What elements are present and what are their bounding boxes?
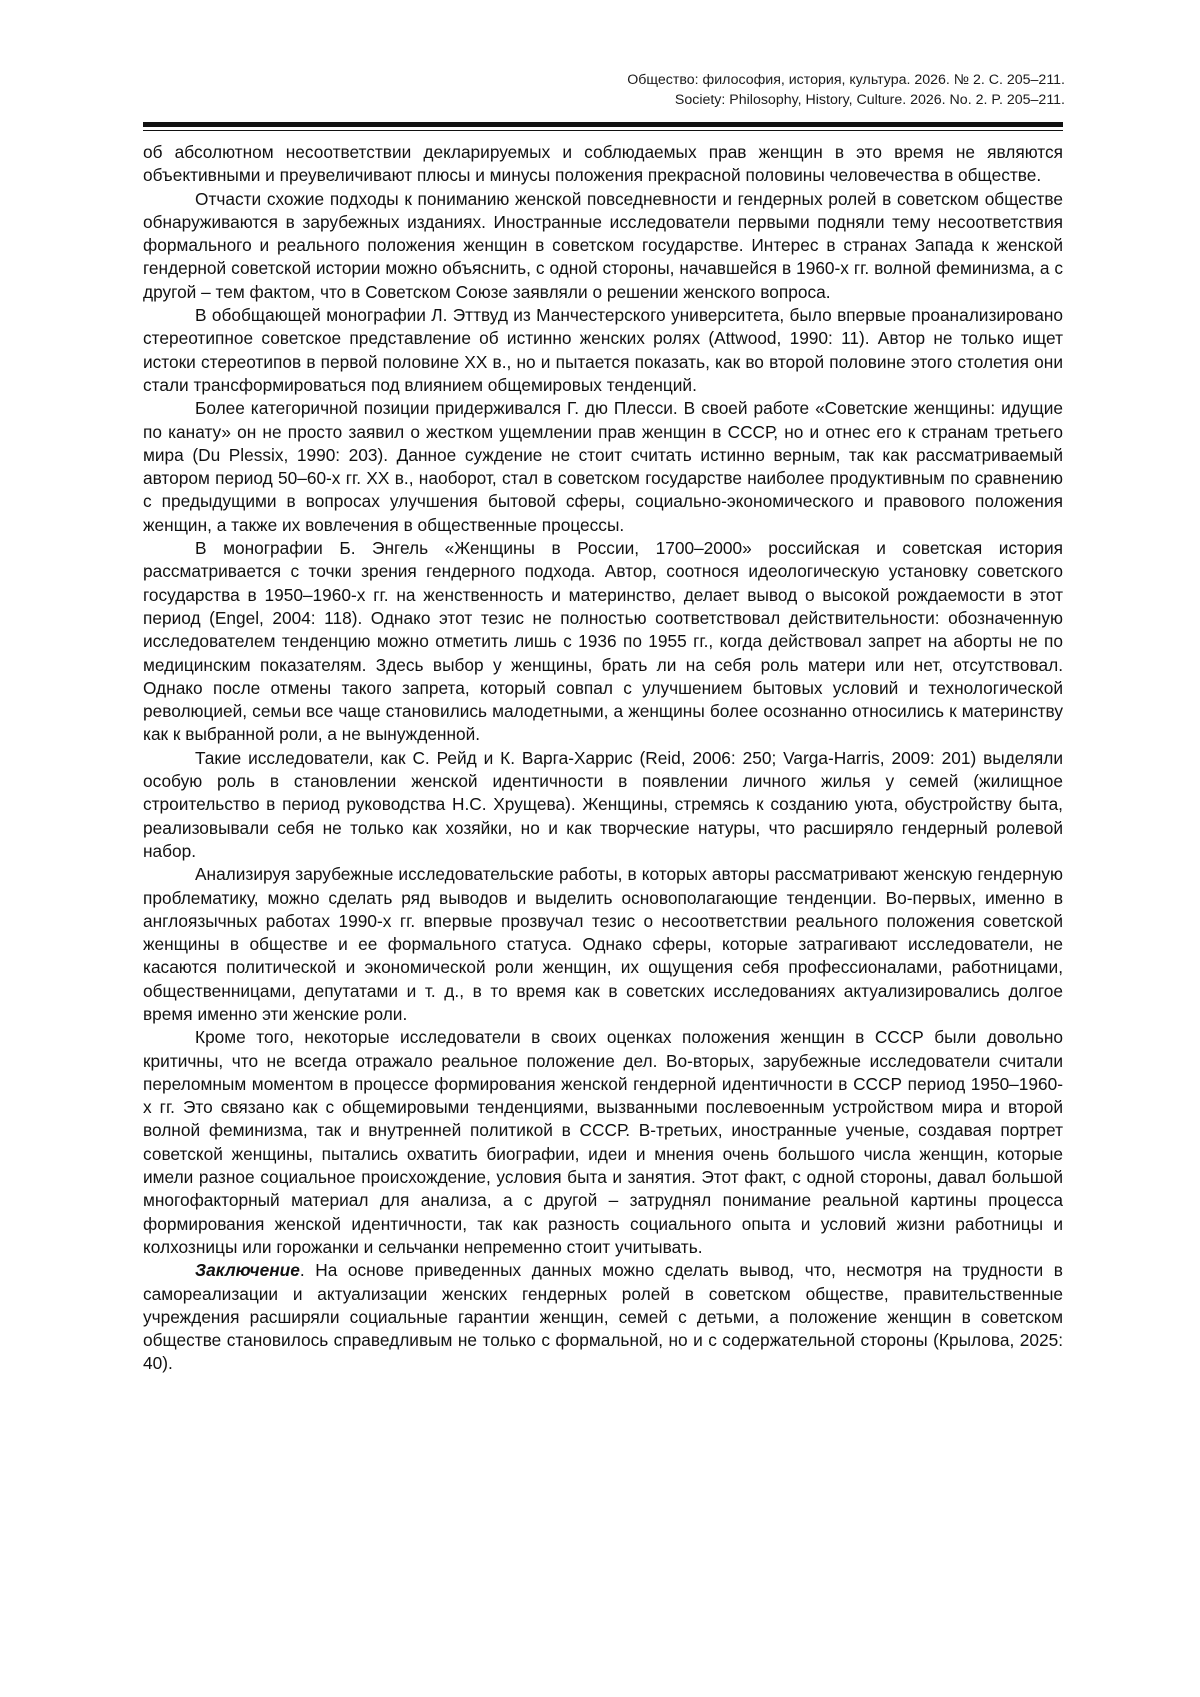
paragraph: Кроме того, некоторые исследователи в своих оценках положения женщин в СССР были довольно критичны, что не всегда отражало реальное положение дел. Во-вторых, зарубежные исследователи считали переломным моментом в процессе формирования женской гендерной идентичности в СССР период 1950–1960-х гг. Это связано как с общемировыми тенденциями, вызванными послевоенным устройством мира и второй волной феминизма, так и внутренней политикой в СССР. В-третьих, иностранные ученые, создавая портрет советской женщины, пытались охватить биографии, идеи и мнения очень большого числа женщин, которые имели разное социальное происхождение, условия быта и занятия. Этот факт, с одной стороны, давал большой многофакторный материал для анализа, а с другой – затруднял понимание реальной картины процесса формирования женской идентичности, так как разность социального опыта и условий жизни работницы и колхозницы или горожанки и сельчанки непременно стоит учитывать.	[143, 1027, 1063, 1257]
paragraph: Анализируя зарубежные исследовательские работы, в которых авторы рассматривают женскую гендерную проблематику, можно сделать ряд выводов и выделить основополагающие тенденции. Во-первых, именно в англоязычных работах 1990-х гг. впервые прозвучал тезис о несоответствии реального положения советской женщины в обществе и ее формального статуса. Однако сферы, которые затрагивают исследователи, не касаются политической и экономической роли женщин, их ощущения себя профессионалами, работницами, общественницами, депутатами и т. д., в то время как в советских исследованиях актуализировались долгое время именно эти женские роли.	[143, 864, 1063, 1024]
paragraph: Отчасти схожие подходы к пониманию женской повседневности и гендерных ролей в советском обществе обнаруживаются в зарубежных изданиях. Иностранные исследователи первыми подняли тему несоответствия формального и реального положения женщин в советском государстве. Интерес в странах Запада к женской гендерной советской истории можно объяснить, с одной стороны, начавшейся в 1960-х гг. волной феминизма, а с другой – тем фактом, что в Советском Союзе заявляли о решении женского вопроса.	[143, 188, 1063, 302]
paragraph: В обобщающей монографии Л. Эттвуд из Манчестерского университета, было впервые проанализировано стереотипное советское представление об истинно женских ролях (Attwood, 1990: 11). Автор не только ищет истоки стереотипов в первой половине XX в., но и пытается показать, как во второй половине этого столетия они стали трансформироваться под влиянием общемировых тенденций.	[143, 305, 1063, 395]
header-rule-thin	[143, 130, 1063, 131]
paragraph-continuation: об абсолютном несоответствии декларируемых и соблюдаемых прав женщин в это время не являются объективными и преувеличивают плюсы и минусы положения прекрасной половины человечества в обществе.	[143, 142, 1063, 186]
journal-citation-en: Society: Philosophy, History, Culture. 2026. No. 2. P. 205–211.	[674, 92, 1065, 108]
journal-citation-ru: Общество: философия, история, культура. 2026. № 2. С. 205–211.	[627, 72, 1065, 88]
paragraph: Такие исследователи, как С. Рейд и К. Варга-Харрис (Reid, 2006: 250; Varga-Harris, 2009: 201) выделяли особую роль в становлении женской идентичности в появлении личного жилья у семей (жилищное строительство в период руководства Н.С. Хрущева). Женщины, стремясь к созданию уюта, обустройству быта, реализовывали себя не только как хозяйки, но и как творческие натуры, что расширяло гендерный ролевой набор.	[143, 747, 1063, 861]
running-header	[627, 70, 1065, 110]
conclusion-paragraph	[143, 1259, 1063, 1375]
article-body	[143, 141, 1063, 1376]
paragraph: Более категоричной позиции придерживался Г. дю Плесси. В своей работе «Советские женщины: идущие по канату» он не просто заявил о жестком ущемлении прав женщин в СССР, но и отнес его к странам третьего мира (Du Plessix, 1990: 203). Данное суждение не стоит считать истинно верным, так как рассматриваемый автором период 50–60-х гг. XX в., наоборот, стал в советском государстве наиболее продуктивным по сравнению с предыдущими в вопросах улучшения бытовой сферы, социально-экономического и правового положения женщин, а также их вовлечения в общественные процессы.	[143, 398, 1063, 535]
conclusion-text: . На основе приведенных данных можно сделать вывод, что, несмотря на трудности в самореализации и актуализации женских гендерных ролей в советском обществе, правительственные учреждения расширяли социальные гарантии женщин, семей с детьми, а положение женщин в советском обществе становилось справедливым не только с формальной, но и с содержательной стороны (Крылова, 2025: 40).	[143, 1260, 1063, 1374]
header-rule-thick	[143, 122, 1063, 127]
conclusion-label: Заключение	[195, 1260, 300, 1281]
paragraph: В монографии Б. Энгель «Женщины в России, 1700–2000» российская и советская история рассматривается с точки зрения гендерного подхода. Автор, соотнося идеологическую установку советского государства в 1950–1960-х гг. на женственность и материнство, делает вывод о высокой рождаемости в этот период (Engel, 2004: 118). Однако этот тезис не полностью соответствовал действительности: обозначенную исследователем тенденцию можно отметить лишь с 1936 по 1955 гг., когда действовал запрет на аборты не по медицинским показателям. Здесь выбор у женщины, брать ли на себя роль матери или нет, отсутствовал. Однако после отмены такого запрета, который совпал с улучшением бытовых условий и технологической революцией, семьи все чаще становились малодетными, а женщины более осознанно относились к материнству как к выбранной роли, а не вынужденной.	[143, 538, 1063, 745]
